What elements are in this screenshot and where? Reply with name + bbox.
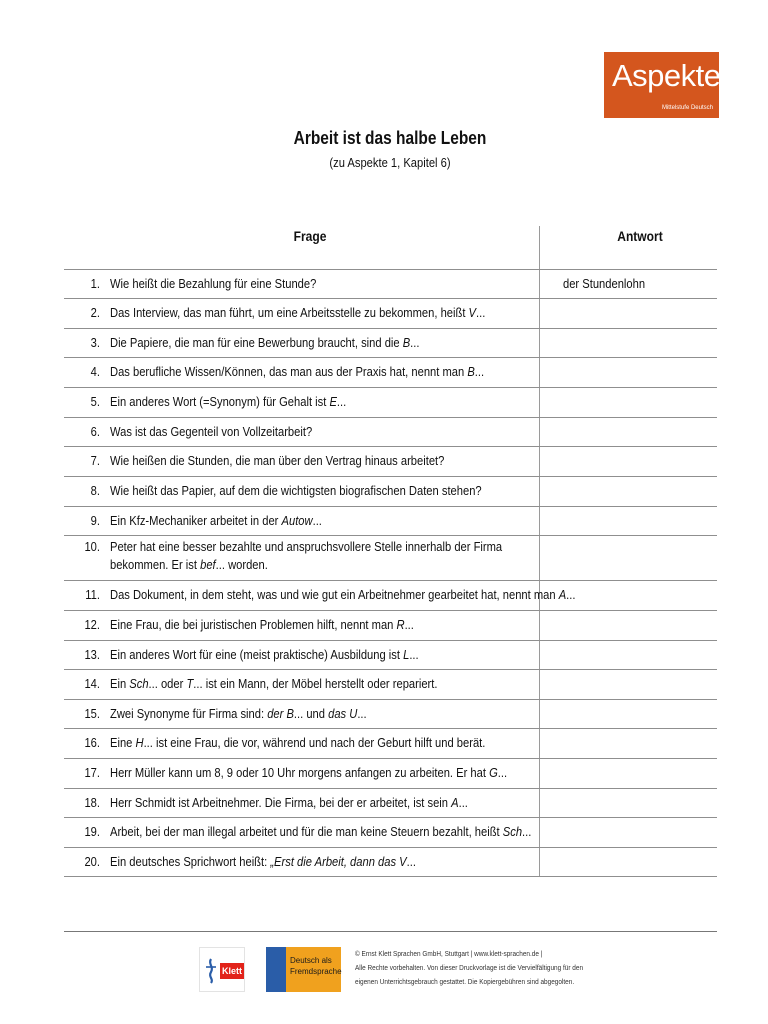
question-segment: Was ist das Gegenteil von Vollzeitarbeit? [110,424,313,439]
question-text [110,482,533,500]
question-segment: ... [476,305,486,320]
table-row [64,847,717,876]
question-hint: „Erst die Arbeit, dann das V [270,854,407,869]
question-segment: Die Papiere, die man für eine Bewerbung braucht, sind die [110,335,403,350]
question-segment: ... [312,513,322,528]
question-number: 1. [90,276,100,291]
question-number: 10. [84,539,100,554]
question-text [110,764,533,782]
question-segment: Eine [110,735,136,750]
question-number: 16. [84,735,100,750]
question-number: 3. [90,335,100,350]
column-header-antwort: Antwort [617,228,663,244]
question-text [110,538,540,574]
question-segment: Das Interview, das man führt, um eine Arbeitsstelle zu bekommen, heißt [110,305,469,320]
page-subtitle: (zu Aspekte 1, Kapitel 6) [329,155,451,170]
question-segment: ... ist ein Mann, der Möbel herstellt oder repariert. [193,676,438,691]
question-hint: das U [328,706,358,721]
question-segment: Arbeit, bei der man illegal arbeitet und für die man keine Steuern bezahlt, heißt [110,824,503,839]
question-text [110,393,533,411]
question-hint: bef [200,557,216,572]
klett-label: Klett [220,963,244,979]
question-text [110,304,533,322]
question-number: 4. [90,364,100,379]
question-text [110,512,533,530]
question-segment: ... [406,854,416,869]
daf-line-1: Deutsch als [290,956,332,965]
table-row [64,535,717,580]
question-segment: ... worden. [215,557,268,572]
question-text [110,275,533,293]
question-text [110,853,533,871]
table-row [64,640,717,669]
question-hint: Autow [281,513,313,528]
row-divider [64,876,717,877]
question-segment: Herr Schmidt ist Arbeitnehmer. Die Firma, bei der er arbeitet, ist sein [110,795,452,810]
logo-word: Aspekte [612,58,721,93]
question-segment: Ein anderes Wort für eine (meist praktische) Ausbildung ist [110,647,404,662]
question-segment: Ein deutsches Sprichwort heißt: [110,854,271,869]
daf-line-2: Fremdsprache [290,967,342,976]
question-segment: ... [336,394,347,409]
question-number: 2. [90,305,100,320]
table-row [64,387,717,417]
table-row [64,357,717,387]
question-segment: Ein [110,676,130,691]
question-number: 11. [85,587,100,602]
table-row [64,417,717,446]
question-text [110,334,533,352]
question-hint: H [135,735,144,750]
question-segment: Eine Frau, die bei juristischen Problemen hilft, nennt man [110,617,397,632]
question-number: 8. [90,483,100,498]
question-segment: Das Dokument, in dem steht, was und wie gut ein Arbeitnehmer gearbeitet hat, nennt man [110,587,559,602]
question-hint: V [468,305,477,320]
table-row [64,476,717,506]
daf-text [290,955,342,977]
question-text [110,734,533,752]
question-number: 13. [84,647,100,662]
table-row [64,610,717,640]
question-segment: Ein anderes Wort (=Synonym) für Gehalt ist [110,394,330,409]
question-segment: Wie heißen die Stunden, die man über den Vertrag hinaus arbeitet? [110,453,445,468]
klett-logo [199,947,245,992]
question-segment: ... [566,587,576,602]
question-segment: Wie heißt die Bezahlung für eine Stunde? [110,276,317,291]
question-text [110,616,533,634]
question-text [110,705,533,723]
table-row [64,758,717,788]
question-hint: Sch [129,676,149,691]
question-segment: ... [522,824,532,839]
question-segment: ... ist eine Frau, die vor, während und nach der Geburt hilft und berät. [143,735,486,750]
copyright-line-3: eigenen Unterrichtsgebrauch gestattet. Die Kopiergebühren sind abgegolten. [355,979,575,986]
column-header-frage: Frage [293,228,327,244]
question-segment: ... [410,335,420,350]
question-hint: R [396,617,405,632]
question-segment: ... [474,364,485,379]
question-text [110,646,533,664]
table-row [64,298,717,328]
question-number: 17. [84,765,100,780]
question-text [110,586,576,604]
question-number: 15. [84,706,100,721]
table-row [64,580,717,610]
table-row [64,699,717,728]
question-segment: Herr Müller kann um 8, 9 oder 10 Uhr morgens anfangen zu arbeiten. Er hat [110,765,490,780]
question-hint: T [186,676,194,691]
table-row [64,728,717,758]
question-segment: ... [409,647,419,662]
question-text [110,675,533,693]
question-number: 12. [84,617,100,632]
question-segment: ... und [293,706,329,721]
question-segment: ... [458,795,468,810]
question-hint: B [402,335,411,350]
question-number: 18. [84,795,100,810]
aspekte-logo [604,52,719,118]
question-number: 6. [90,424,100,439]
table-row [64,506,717,535]
table-row [64,328,717,357]
copyright-line-2: Alle Rechte vorbehalten. Von dieser Druckvorlage ist die Vervielfältigung für den [355,965,584,972]
table-row [64,788,717,817]
question-number: 9. [90,513,100,528]
question-text [110,452,533,470]
question-text [110,794,533,812]
question-number: 5. [90,394,100,409]
footer-divider [64,931,717,932]
answer-cell[interactable]: der Stundenlohn [563,276,646,291]
table-row [64,269,717,298]
logo-subline: Mittelstufe Deutsch [661,105,713,111]
question-number: 7. [90,453,100,468]
table-row [64,669,717,699]
question-hint: A [451,795,459,810]
klett-figure-icon [204,958,218,984]
question-number: 14. [84,676,100,691]
question-hint: B [467,364,475,379]
question-segment: Peter hat eine besser bezahlte und anspruchsvollere Stelle innerhalb der Firma bekommen. Er ist [110,539,503,572]
question-segment: Zwei Synonyme für Firma sind: [110,706,268,721]
question-hint: der B [267,706,294,721]
table-row [64,446,717,476]
question-hint: L [403,647,410,662]
question-segment: Ein Kfz-Mechaniker arbeitet in der [110,513,282,528]
question-hint: A [558,587,567,602]
question-text [110,423,533,441]
copyright-notice [355,948,695,990]
question-text [110,363,533,381]
page-title: Arbeit ist das halbe Leben [293,128,487,148]
question-hint: Sch [502,824,523,839]
question-hint: G [489,765,498,780]
daf-logo [266,947,341,992]
question-segment: Das berufliche Wissen/Können, das man aus der Praxis hat, nennt man [110,364,468,379]
copyright-line-1: © Ernst Klett Sprachen GmbH, Stuttgart | www.klett-sprachen.de | [355,951,543,958]
question-number: 20. [84,854,100,869]
question-segment: ... oder [148,676,187,691]
question-segment: Wie heißt das Papier, auf dem die wichtigsten biografischen Daten stehen? [110,483,482,498]
question-hint: E [329,394,337,409]
question-segment: ... [404,617,414,632]
daf-band [266,947,286,992]
question-text [110,823,533,841]
question-segment: ... [497,765,508,780]
table-row [64,817,717,847]
question-number: 19. [84,824,100,839]
question-segment: ... [357,706,367,721]
